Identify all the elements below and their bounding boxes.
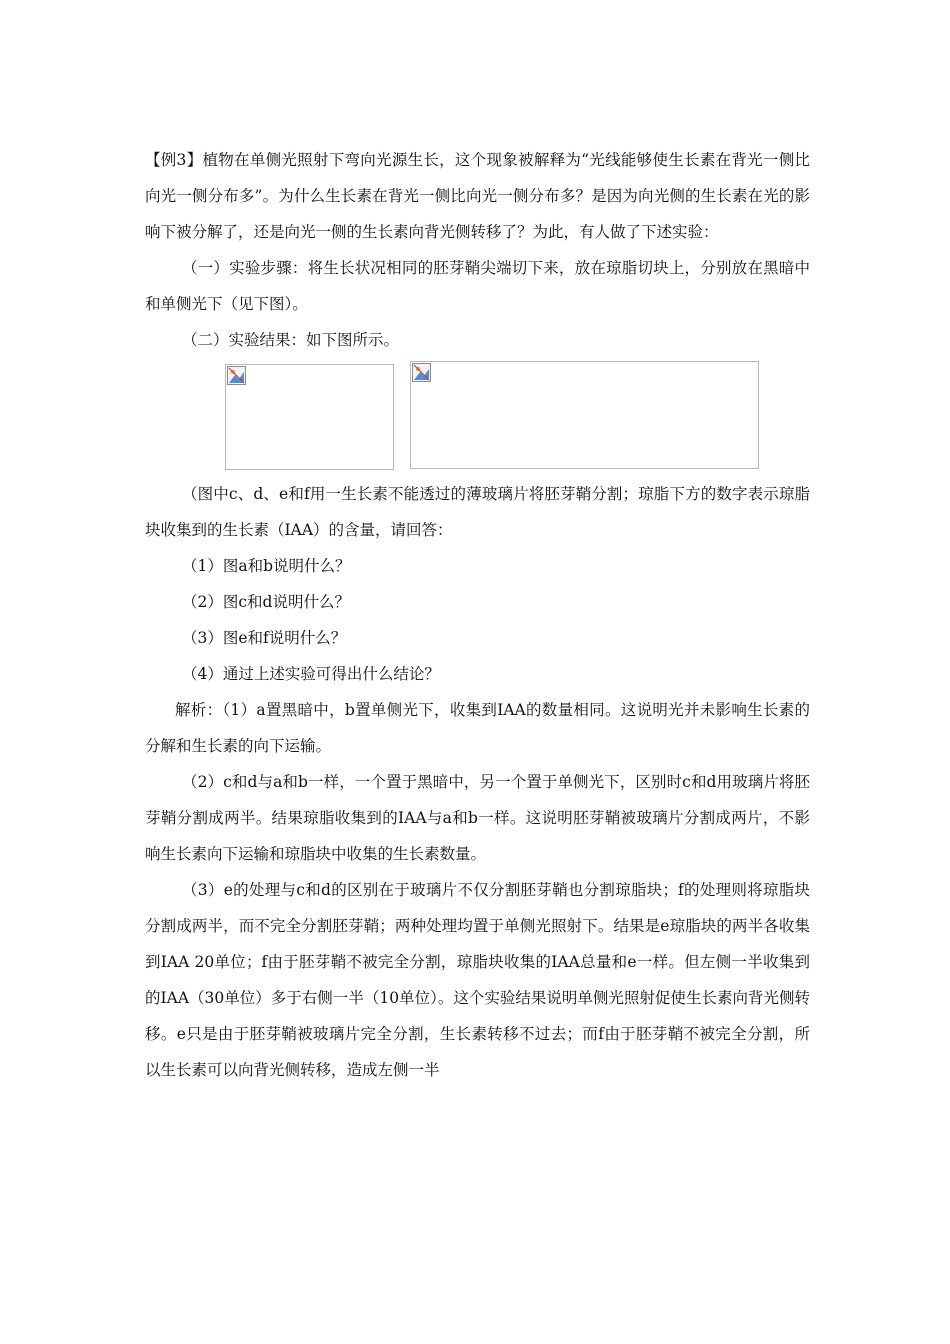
broken-image-icon: [227, 366, 246, 385]
analysis-2: （2）c和d与a和b一样，一个置于黑暗中，另一个置于单侧光下，区别时c和d用玻璃片将胚芽鞘分割成两半。结果琼脂收集到的IAA与a和b一样。这说明胚芽鞘被玻璃片分割成两片，不影响生长素向下运输和琼脂块中收集的生长素数量。: [145, 773, 810, 863]
figure-note: （图中c、d、e和f用一生长素不能透过的薄玻璃片将胚芽鞘分割；琼脂下方的数字表示琼脂块收集到的生长素（IAA）的含量，请回答：: [145, 485, 810, 539]
broken-image-icon: [412, 363, 431, 382]
example-intro: 【例3】植物在单侧光照射下弯向光源生长，这个现象被解释为“光线能够使生长素在背光一侧比向光一侧分布多”。为什么生长素在背光一侧比向光一侧分布多？是因为向光侧的生长素在光的影响下被分解了，还是向光一侧的生长素向背光侧转移了？为此，有人做了下述实验：: [145, 151, 810, 241]
question-2: （2）图c和d说明什么？: [182, 593, 350, 611]
figure-row: [145, 360, 810, 472]
question-4: （4）通过上述实验可得出什么结论？: [182, 665, 440, 683]
question-1: （1）图a和b说明什么？: [182, 557, 351, 575]
document-body: [145, 142, 810, 1088]
figure-1: [225, 364, 394, 470]
experiment-results: （二）实验结果：如下图所示。: [182, 331, 400, 349]
figure-2: [410, 361, 759, 469]
analysis-1: 解析：（1）a置黑暗中，b置单侧光下，收集到IAA的数量相同。这说明光并未影响生长素的分解和生长素的向下运输。: [145, 701, 810, 755]
analysis-3: （3）e的处理与c和d的区别在于玻璃片不仅分割胚芽鞘也分割琼脂块；f的处理则将琼脂块分割成两半，而不完全分割胚芽鞘；两种处理均置于单侧光照射下。结果是e琼脂块的两半各收集到IAA 20单位；f由于胚芽鞘不被完全分割，琼脂块收集的IAA总量和e一样。但左侧一半收集到的IAA（30单位）多于右侧一半（10单位）。这个实验结果说明单侧光照射促使生长素向背光侧转移。e只是由于胚芽鞘被玻璃片完全分割，生长素转移不过去；而f由于胚芽鞘不被完全分割，所以生长素可以向背光侧转移，造成左侧一半: [145, 881, 810, 1079]
question-3: （3）图e和f说明什么？: [182, 629, 347, 647]
experiment-steps: （一）实验步骤：将生长状况相同的胚芽鞘尖端切下来，放在琼脂切块上，分别放在黑暗中和单侧光下（见下图）。: [145, 259, 810, 313]
